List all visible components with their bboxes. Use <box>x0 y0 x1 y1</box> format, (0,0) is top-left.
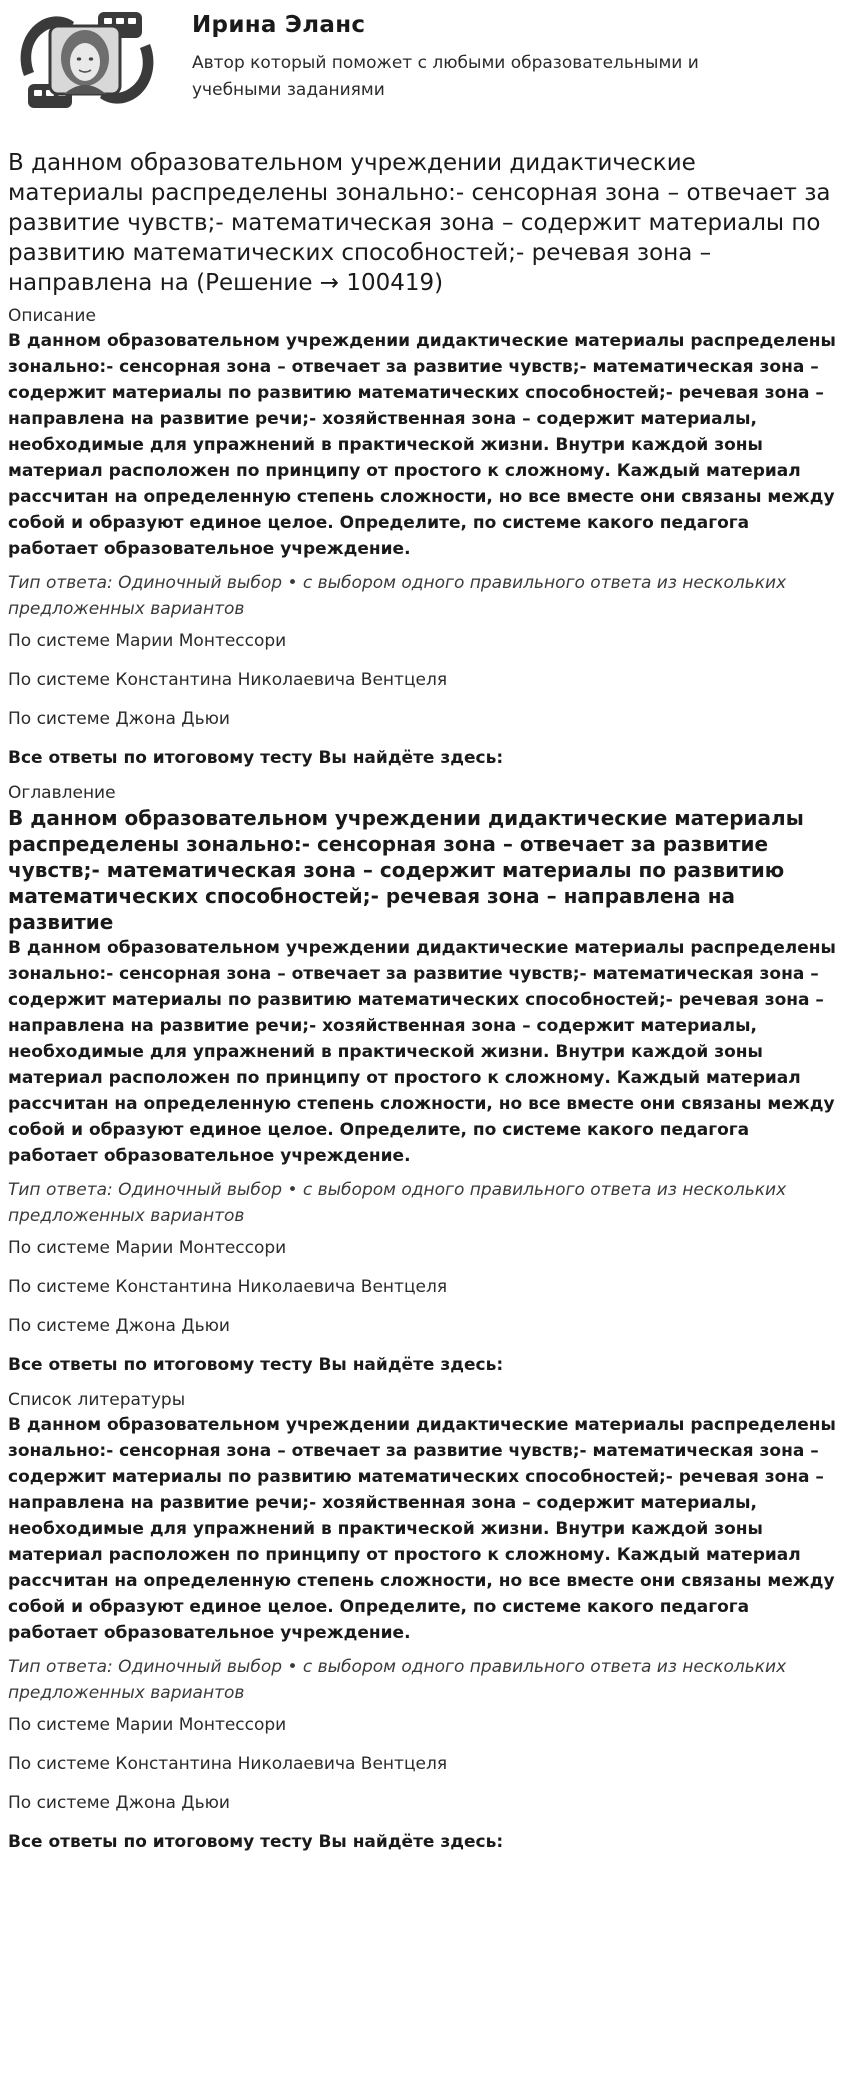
answer-options <box>8 1714 837 1814</box>
question-text: В данном образовательном учреждении дидактические материалы распределены зонально:- сенсорная зона – отвечает за развитие чувств;- математическая зона – содержит материалы по развитию математических способностей;- речевая зона – направлена на развитие речи;- хозяйственная зона – содержит материалы, необходимые для упражнений в практической жизни. Внутри каждой зоны материал расположен по принципу от простого к сложному. Каждый материал рассчитан на определенную степень сложности, но все вместе они связаны между собой и образуют единое целое. Определите, по системе какого педагога работает образовательное учреждение. <box>8 938 836 1166</box>
answer-option[interactable]: По системе Константина Николаевича Вентцеля <box>8 670 448 690</box>
author-description: Автор который поможет с любыми образовательными и учебными заданиями <box>192 53 699 100</box>
page-title: В данном образовательном учреждении дидактические материалы распределены зонально:- сенсорная зона – отвечает за развитие чувств;- математическая зона – содержит материалы по развитию математических способностей;- речевая зона – направлена на (Решение → 100419) <box>8 150 831 296</box>
answer-option[interactable]: По системе Джона Дьюи <box>8 1793 230 1813</box>
answer-type: Тип ответа: Одиночный выбор • с выбором одного правильного ответа из нескольких предложенных вариантов <box>8 1657 787 1703</box>
author-name[interactable]: Ирина Эланс <box>192 12 366 38</box>
answer-option[interactable]: По системе Марии Монтессори <box>8 631 287 651</box>
answer-option[interactable]: По системе Марии Монтессори <box>8 1238 287 1258</box>
section-description <box>8 304 837 769</box>
answer-type: Тип ответа: Одиночный выбор • с выбором одного правильного ответа из нескольких предложенных вариантов <box>8 573 787 619</box>
section-heading: В данном образовательном учреждении дидактические материалы распределены зонально:- сенсорная зона – отвечает за развитие чувств;- математическая зона – содержит материалы по развитию математических способностей;- речевая зона – направлена на развитие <box>8 806 804 934</box>
question-text: В данном образовательном учреждении дидактические материалы распределены зонально:- сенсорная зона – отвечает за развитие чувств;- математическая зона – содержит материалы по развитию математических способностей;- речевая зона – направлена на развитие речи;- хозяйственная зона – содержит материалы, необходимые для упражнений в практической жизни. Внутри каждой зоны материал расположен по принципу от простого к сложному. Каждый материал рассчитан на определенную степень сложности, но все вместе они связаны между собой и образуют единое целое. Определите, по системе какого педагога работает образовательное учреждение. <box>8 331 836 559</box>
all-answers-link[interactable]: Все ответы по итоговому тесту Вы найдёте здесь: <box>8 1355 504 1375</box>
all-answers-link[interactable]: Все ответы по итоговому тесту Вы найдёте здесь: <box>8 1832 504 1852</box>
answer-option[interactable]: По системе Константина Николаевича Вентцеля <box>8 1754 448 1774</box>
answer-option[interactable]: По системе Джона Дьюи <box>8 1316 230 1336</box>
answer-options <box>8 1237 837 1337</box>
section-contents <box>8 781 837 1376</box>
author-avatar[interactable] <box>14 6 160 114</box>
answer-option[interactable]: По системе Джона Дьюи <box>8 709 230 729</box>
section-references <box>8 1388 837 1853</box>
answer-option[interactable]: По системе Константина Николаевича Вентцеля <box>8 1277 448 1297</box>
author-card <box>8 0 837 128</box>
answer-option[interactable]: По системе Марии Монтессори <box>8 1715 287 1735</box>
all-answers-link[interactable]: Все ответы по итоговому тесту Вы найдёте здесь: <box>8 748 504 768</box>
section-label: Оглавление <box>8 783 116 803</box>
question-text: В данном образовательном учреждении дидактические материалы распределены зонально:- сенсорная зона – отвечает за развитие чувств;- математическая зона – содержит материалы по развитию математических способностей;- речевая зона – направлена на развитие речи;- хозяйственная зона – содержит материалы, необходимые для упражнений в практической жизни. Внутри каждой зоны материал расположен по принципу от простого к сложному. Каждый материал рассчитан на определенную степень сложности, но все вместе они связаны между собой и образуют единое целое. Определите, по системе какого педагога работает образовательное учреждение. <box>8 1415 836 1643</box>
answer-type: Тип ответа: Одиночный выбор • с выбором одного правильного ответа из нескольких предложенных вариантов <box>8 1180 787 1226</box>
section-label: Описание <box>8 306 96 326</box>
section-label: Список литературы <box>8 1390 186 1410</box>
answer-options <box>8 630 837 730</box>
